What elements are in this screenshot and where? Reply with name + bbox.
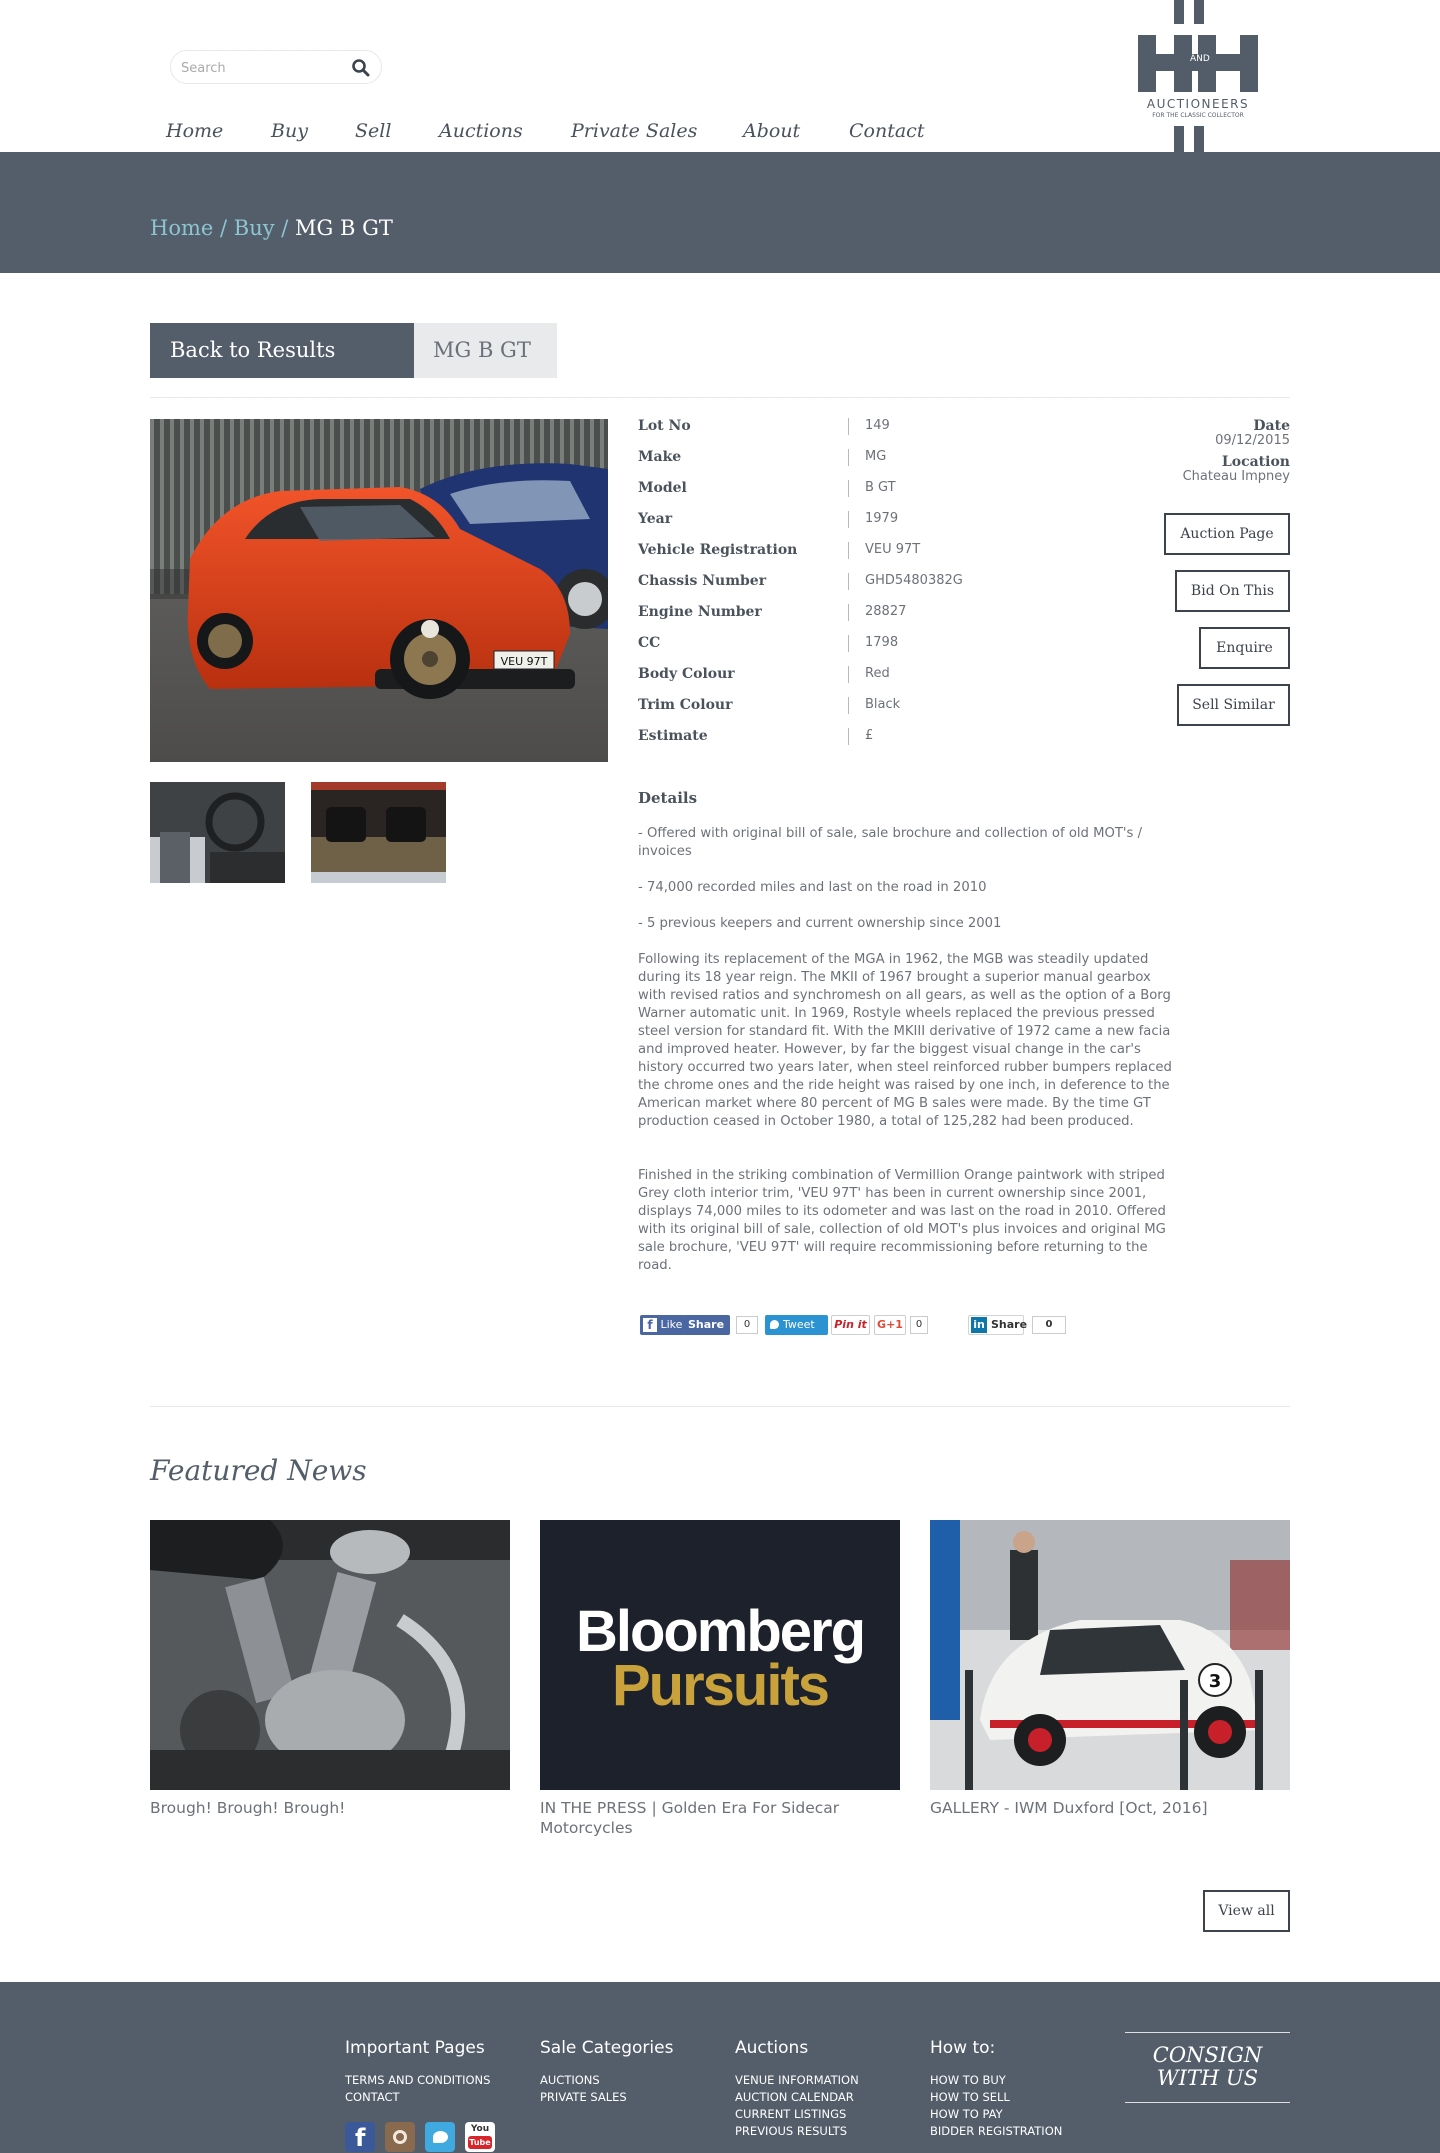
spec-row-chassis <box>638 573 1198 604</box>
breadcrumb-buy[interactable]: Buy <box>233 216 275 240</box>
spec-label: CC <box>638 635 661 651</box>
spec-divider <box>848 666 849 683</box>
spec-row-engine <box>638 604 1198 635</box>
spec-value: GHD5480382G <box>865 573 963 588</box>
spec-value: £ <box>865 728 874 743</box>
spec-row-estimate <box>638 728 1198 759</box>
footer-link-auction-calendar[interactable]: AUCTION CALENDAR <box>735 2090 854 2104</box>
view-all-button[interactable]: View all <box>1203 1890 1290 1932</box>
linkedin-share-button[interactable] <box>968 1315 1028 1335</box>
spec-label: Chassis Number <box>638 573 767 589</box>
spec-row-trim-colour <box>638 697 1198 728</box>
news-card <box>930 1520 1290 1818</box>
search-input[interactable] <box>181 58 341 78</box>
spec-value: 1798 <box>865 635 899 650</box>
spec-divider <box>848 635 849 652</box>
nav-contact[interactable]: Contact <box>849 120 925 142</box>
spec-row-body-colour <box>638 666 1198 697</box>
spec-row-registration <box>638 542 1198 573</box>
spec-value: B GT <box>865 480 896 495</box>
breadcrumb-home[interactable]: Home <box>150 216 214 240</box>
sell-similar-button[interactable]: Sell Similar <box>1177 684 1290 726</box>
facebook-share-count: 0 <box>736 1316 758 1334</box>
enquire-button[interactable]: Enquire <box>1199 627 1290 669</box>
pursuits-logo-text: Pursuits <box>611 1653 829 1718</box>
footer-link-previous-results[interactable]: PREVIOUS RESULTS <box>735 2124 847 2138</box>
lot-title: MG B GT <box>414 323 557 378</box>
spec-divider <box>848 542 849 559</box>
news-image-bloomberg[interactable] <box>540 1520 900 1790</box>
details-bullet: - 5 previous keepers and current ownership since 2001 <box>638 916 1002 931</box>
news-image-motorcycle[interactable] <box>150 1520 510 1790</box>
breadcrumb-current: MG B GT <box>295 216 393 240</box>
details-bullet: - 74,000 recorded miles and last on the road in 2010 <box>638 880 987 895</box>
tweet-label: Tweet <box>783 1318 815 1331</box>
linkedin-share-label: Share <box>991 1318 1028 1331</box>
footer-link-current-listings[interactable]: CURRENT LISTINGS <box>735 2107 847 2121</box>
footer-link-how-to-sell[interactable]: HOW TO SELL <box>930 2090 1010 2104</box>
back-to-results-button[interactable]: Back to Results <box>150 323 414 378</box>
news-title[interactable]: IN THE PRESS | Golden Era For Sidecar Motorcycles <box>540 1799 840 1837</box>
details-heading: Details <box>638 789 698 807</box>
details-bullet: - Offered with original bill of sale, sale brochure and collection of old MOT's / invoices <box>638 826 1143 859</box>
facebook-icon[interactable]: f <box>345 2122 375 2152</box>
spec-divider <box>848 480 849 497</box>
consign-line-1: CONSIGN <box>1152 2043 1263 2067</box>
spec-divider <box>848 511 849 528</box>
spec-label: Lot No <box>638 418 691 434</box>
site-footer <box>0 1982 1440 2153</box>
featured-news-heading: Featured News <box>150 1454 367 1487</box>
footer-heading: Sale Categories <box>540 2038 674 2058</box>
spec-value: MG <box>865 449 887 464</box>
spec-divider <box>848 418 849 435</box>
nav-home[interactable]: Home <box>166 120 224 142</box>
spec-value: Black <box>865 697 901 712</box>
instagram-icon[interactable] <box>385 2122 415 2152</box>
like-label: Like <box>660 1318 683 1331</box>
tweet-button[interactable] <box>765 1315 828 1335</box>
twitter-icon[interactable] <box>425 2122 455 2152</box>
photo-plate: VEU 97T <box>500 655 548 668</box>
google-plus-button[interactable]: G+1 <box>874 1315 906 1335</box>
spec-label: Engine Number <box>638 604 762 620</box>
footer-link-venue-information[interactable]: VENUE INFORMATION <box>735 2073 859 2087</box>
youtube-text-top: You <box>470 2124 490 2134</box>
divider <box>150 397 1290 398</box>
spec-value: 1979 <box>865 511 899 526</box>
spec-value: 149 <box>865 418 890 433</box>
breadcrumb-separator: / <box>281 216 289 240</box>
breadcrumb-separator: / <box>220 216 228 240</box>
bid-on-this-button[interactable]: Bid On This <box>1175 570 1290 612</box>
linkedin-icon: in <box>971 1317 987 1333</box>
breadcrumb-band <box>0 152 1440 273</box>
news-card <box>540 1520 900 1838</box>
site-header <box>0 0 1440 152</box>
news-card <box>150 1520 510 1818</box>
nav-auctions[interactable]: Auctions <box>439 120 523 142</box>
spec-label: Estimate <box>638 728 708 744</box>
spec-label: Vehicle Registration <box>638 542 798 558</box>
main-car-photo[interactable] <box>150 419 608 762</box>
date-label: Date <box>1253 418 1290 434</box>
consign-with-us-button[interactable] <box>1125 2032 1290 2103</box>
nav-private-sales[interactable]: Private Sales <box>571 120 698 142</box>
logo-tagline: FOR THE CLASSIC COLLECTOR <box>1152 112 1244 119</box>
nav-buy[interactable]: Buy <box>271 120 308 142</box>
footer-heading: Auctions <box>735 2038 809 2058</box>
spec-value: VEU 97T <box>865 542 921 557</box>
spec-row-lot-no <box>638 418 1198 449</box>
spec-label: Trim Colour <box>638 697 733 713</box>
twitter-icon <box>770 1320 779 1329</box>
facebook-icon: f <box>643 1318 657 1332</box>
spec-value: Red <box>865 666 890 681</box>
pinterest-pin-button[interactable]: Pin it <box>831 1315 870 1335</box>
details-paragraph: Following its replacement of the MGA in 1962, the MGB was steadily updated during its 18 year reign. The MKII of 1967 brought a superior manual gearbox with revised ratios and synchromesh on all gears, as well as the option of a Borg Warner automatic unit. In 1969, Rostyle wheels replaced the previous pressed steel version for standard fit. With the MKIII derivative of 1972 came a new facia and improved heater. However, by far the biggest visual change in the car's history occurred two years later, when steel reinforced rubber bumpers replaced the chrome ones and the ride height was raised by one inch, in deference to the American market where 80 percent of MG B sales were made. By the time GT production ceased in October 1980, a total of 125,282 had been produced. <box>638 952 1172 1129</box>
footer-link-contact[interactable]: CONTACT <box>345 2090 400 2104</box>
auction-page-button[interactable]: Auction Page <box>1164 513 1290 555</box>
bloomberg-logo-text: Bloomberg <box>575 1599 865 1664</box>
facebook-share-button[interactable]: Share <box>682 1315 730 1335</box>
thumbnail-cabin[interactable] <box>311 782 446 883</box>
spec-divider <box>848 697 849 714</box>
date-value: 09/12/2015 <box>1215 433 1290 448</box>
footer-link-how-to-buy[interactable]: HOW TO BUY <box>930 2073 1006 2087</box>
footer-link-private-sales[interactable]: PRIVATE SALES <box>540 2090 627 2104</box>
hh-logo[interactable] <box>1138 0 1258 152</box>
spec-divider <box>848 604 849 621</box>
youtube-text-bottom: Tube <box>469 2138 491 2147</box>
thumbnail-interior[interactable] <box>150 782 285 883</box>
youtube-icon[interactable] <box>465 2122 495 2152</box>
spec-divider <box>848 449 849 466</box>
spec-label: Body Colour <box>638 666 735 682</box>
divider <box>150 1406 1290 1407</box>
footer-column-auctions <box>735 2038 859 2140</box>
footer-link-how-to-pay[interactable]: HOW TO PAY <box>930 2107 1003 2121</box>
footer-heading: How to: <box>930 2038 996 2058</box>
logo-and-text: AND <box>1190 54 1210 64</box>
spec-value: 28827 <box>865 604 907 619</box>
spec-divider <box>848 728 849 745</box>
logo-name: AUCTIONEERS <box>1146 97 1250 111</box>
news-title[interactable]: Brough! Brough! Brough! <box>150 1799 346 1817</box>
footer-link-bidder-registration[interactable]: BIDDER REGISTRATION <box>930 2124 1063 2138</box>
footer-link-terms[interactable]: TERMS AND CONDITIONS <box>345 2073 491 2087</box>
location-value: Chateau Impney <box>1182 469 1290 484</box>
search-icon[interactable] <box>351 58 373 78</box>
facebook-like-button[interactable] <box>640 1315 684 1335</box>
spec-row-make <box>638 449 1198 480</box>
nav-about[interactable]: About <box>743 120 801 142</box>
spec-row-cc <box>638 635 1198 666</box>
search-box <box>170 50 382 84</box>
footer-column-important-pages <box>345 2038 490 2106</box>
google-plus-count: 0 <box>910 1316 928 1334</box>
footer-column-how-to <box>930 2038 1062 2140</box>
footer-column-sale-categories <box>540 2038 673 2106</box>
footer-link-auctions[interactable]: AUCTIONS <box>540 2073 600 2087</box>
footer-heading: Important Pages <box>345 2038 485 2058</box>
car-number-text: 3 <box>1208 1671 1222 1692</box>
spec-divider <box>848 573 849 590</box>
consign-line-2: WITH US <box>1157 2066 1258 2090</box>
spec-row-model <box>638 480 1198 511</box>
linkedin-share-count: 0 <box>1032 1316 1066 1334</box>
news-image-porsche[interactable] <box>930 1520 1290 1790</box>
spec-label: Year <box>638 511 673 527</box>
spec-row-year <box>638 511 1198 542</box>
details-paragraph: Finished in the striking combination of Vermillion Orange paintwork with striped Grey cloth interior trim, 'VEU 97T' has been in current ownership since 2001, displays 74,000 miles to its odometer and was last on the road in 2010. Offered with its original bill of sale, collection of old MOT's plus invoices and original MG sale brochure, 'VEU 97T' will require recommissioning before returning to the road. <box>638 1168 1166 1273</box>
breadcrumb <box>150 216 393 240</box>
nav-sell[interactable]: Sell <box>355 120 392 142</box>
spec-label: Model <box>638 480 687 496</box>
location-label: Location <box>1221 454 1290 470</box>
news-title[interactable]: GALLERY - IWM Duxford [Oct, 2016] <box>930 1799 1208 1817</box>
spec-label: Make <box>638 449 682 465</box>
